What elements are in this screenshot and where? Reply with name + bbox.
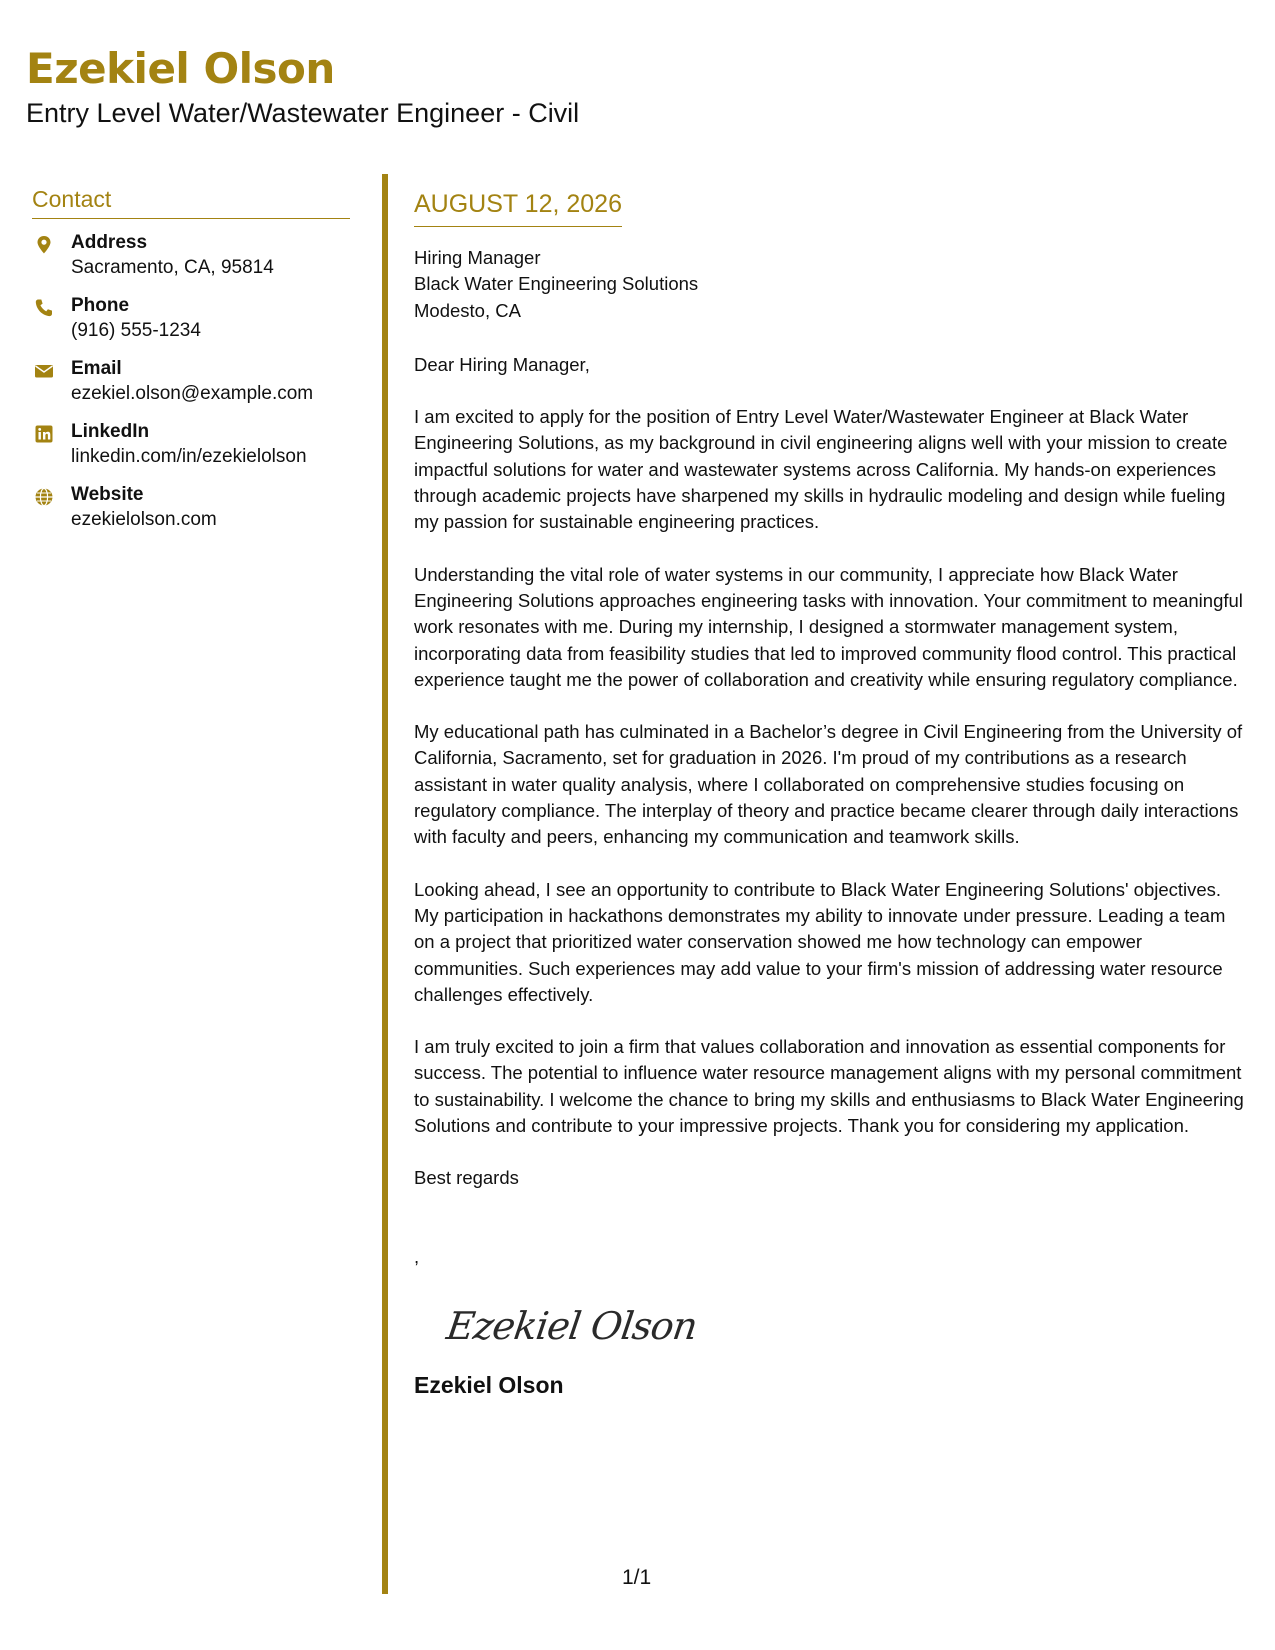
email-value: ezekiel.olson@example.com xyxy=(71,383,314,404)
envelope-icon xyxy=(34,361,54,381)
handwritten-signature: Ezekiel Olson xyxy=(444,1303,700,1348)
contact-heading: Contact xyxy=(32,186,350,219)
phone-value: (916) 555-1234 xyxy=(71,320,201,341)
signer-name: Ezekiel Olson xyxy=(414,1371,564,1398)
recipient-block xyxy=(414,245,1250,324)
vertical-divider xyxy=(382,174,388,1594)
contact-list xyxy=(32,232,350,547)
salutation: Dear Hiring Manager, xyxy=(414,353,590,375)
recipient-company: Black Water Engineering Solutions xyxy=(414,273,699,295)
website-value: ezekielolson.com xyxy=(71,509,217,530)
linkedin-value: linkedin.com/in/ezekielolson xyxy=(71,446,307,467)
contact-label: LinkedIn xyxy=(71,421,150,442)
applicant-name: Ezekiel Olson xyxy=(26,44,335,93)
contact-item-website xyxy=(32,484,350,547)
recipient-location: Modesto, CA xyxy=(414,299,521,321)
closing: Best regards xyxy=(414,1167,519,1189)
paragraph: I am truly excited to join a firm that values collaboration and innovation as essential components for success. The potential to influence water resource management aligns with my personal commitment to sustainability. I welcome the chance to bring my skills and enthusiasms to Black Water Engineering Solutions and contribute to your impressive projects. Thank you for considering my application. xyxy=(414,1036,1244,1137)
contact-item-address xyxy=(32,232,350,295)
letter-body xyxy=(414,190,1250,1399)
closing-comma: , xyxy=(414,1245,420,1267)
letter-date: AUGUST 12, 2026 xyxy=(414,190,622,227)
paragraph: My educational path has culminated in a Bachelor’s degree in Civil Engineering from the University of California, Sacramento, set for graduation in 2026. I'm proud of my contributions as a research assistant in water quality analysis, where I collaborated on comprehensive studies focusing on regulatory compliance. The interplay of theory and practice became clearer through daily interactions with faculty and peers, enhancing my communication and teamwork skills. xyxy=(414,721,1243,848)
contact-item-email xyxy=(32,358,350,421)
contact-item-linkedin xyxy=(32,421,350,484)
contact-item-phone xyxy=(32,295,350,358)
paragraph: Looking ahead, I see an opportunity to contribute to Black Water Engineering Solutions' objectives. My participation in hackathons demonstrates my ability to innovate under pressure. Leading a team on a project that prioritized water conservation showed me how technology can empower communities. Such experiences may add value to your firm's mission of addressing water resource challenges effectively. xyxy=(414,878,1226,1005)
paragraph: I am excited to apply for the position of Entry Level Water/Wastewater Engineer at Black Water Engineering Solutions, as my background in civil engineering aligns well with your mission to create impactful solutions for water and wastewater systems across California. My hands-on experiences through academic projects have sharpened my skills in hydraulic modeling and design while fueling my passion for sustainable engineering practices. xyxy=(414,406,1228,533)
contact-label: Website xyxy=(71,484,144,505)
location-pin-icon xyxy=(34,235,54,255)
contact-label: Address xyxy=(71,232,148,253)
phone-icon xyxy=(34,298,54,318)
address-value: Sacramento, CA, 95814 xyxy=(71,257,274,278)
contact-label: Phone xyxy=(71,295,130,316)
contact-label: Email xyxy=(71,358,122,379)
page-number: 1/1 xyxy=(622,1566,652,1589)
linkedin-icon xyxy=(34,424,54,444)
job-title: Entry Level Water/Wastewater Engineer - Civil xyxy=(26,98,580,128)
globe-icon xyxy=(34,487,54,507)
paragraph: Understanding the vital role of water systems in our community, I appreciate how Black Water Engineering Solutions approaches engineering tasks with innovation. Your commitment to meaningful work resonates with me. During my internship, I designed a stormwater management system, incorporating data from feasibility studies that led to improved community flood control. This practical experience taught me the power of collaboration and creativity while ensuring regulatory compliance. xyxy=(414,563,1243,690)
recipient-title: Hiring Manager xyxy=(414,247,541,268)
